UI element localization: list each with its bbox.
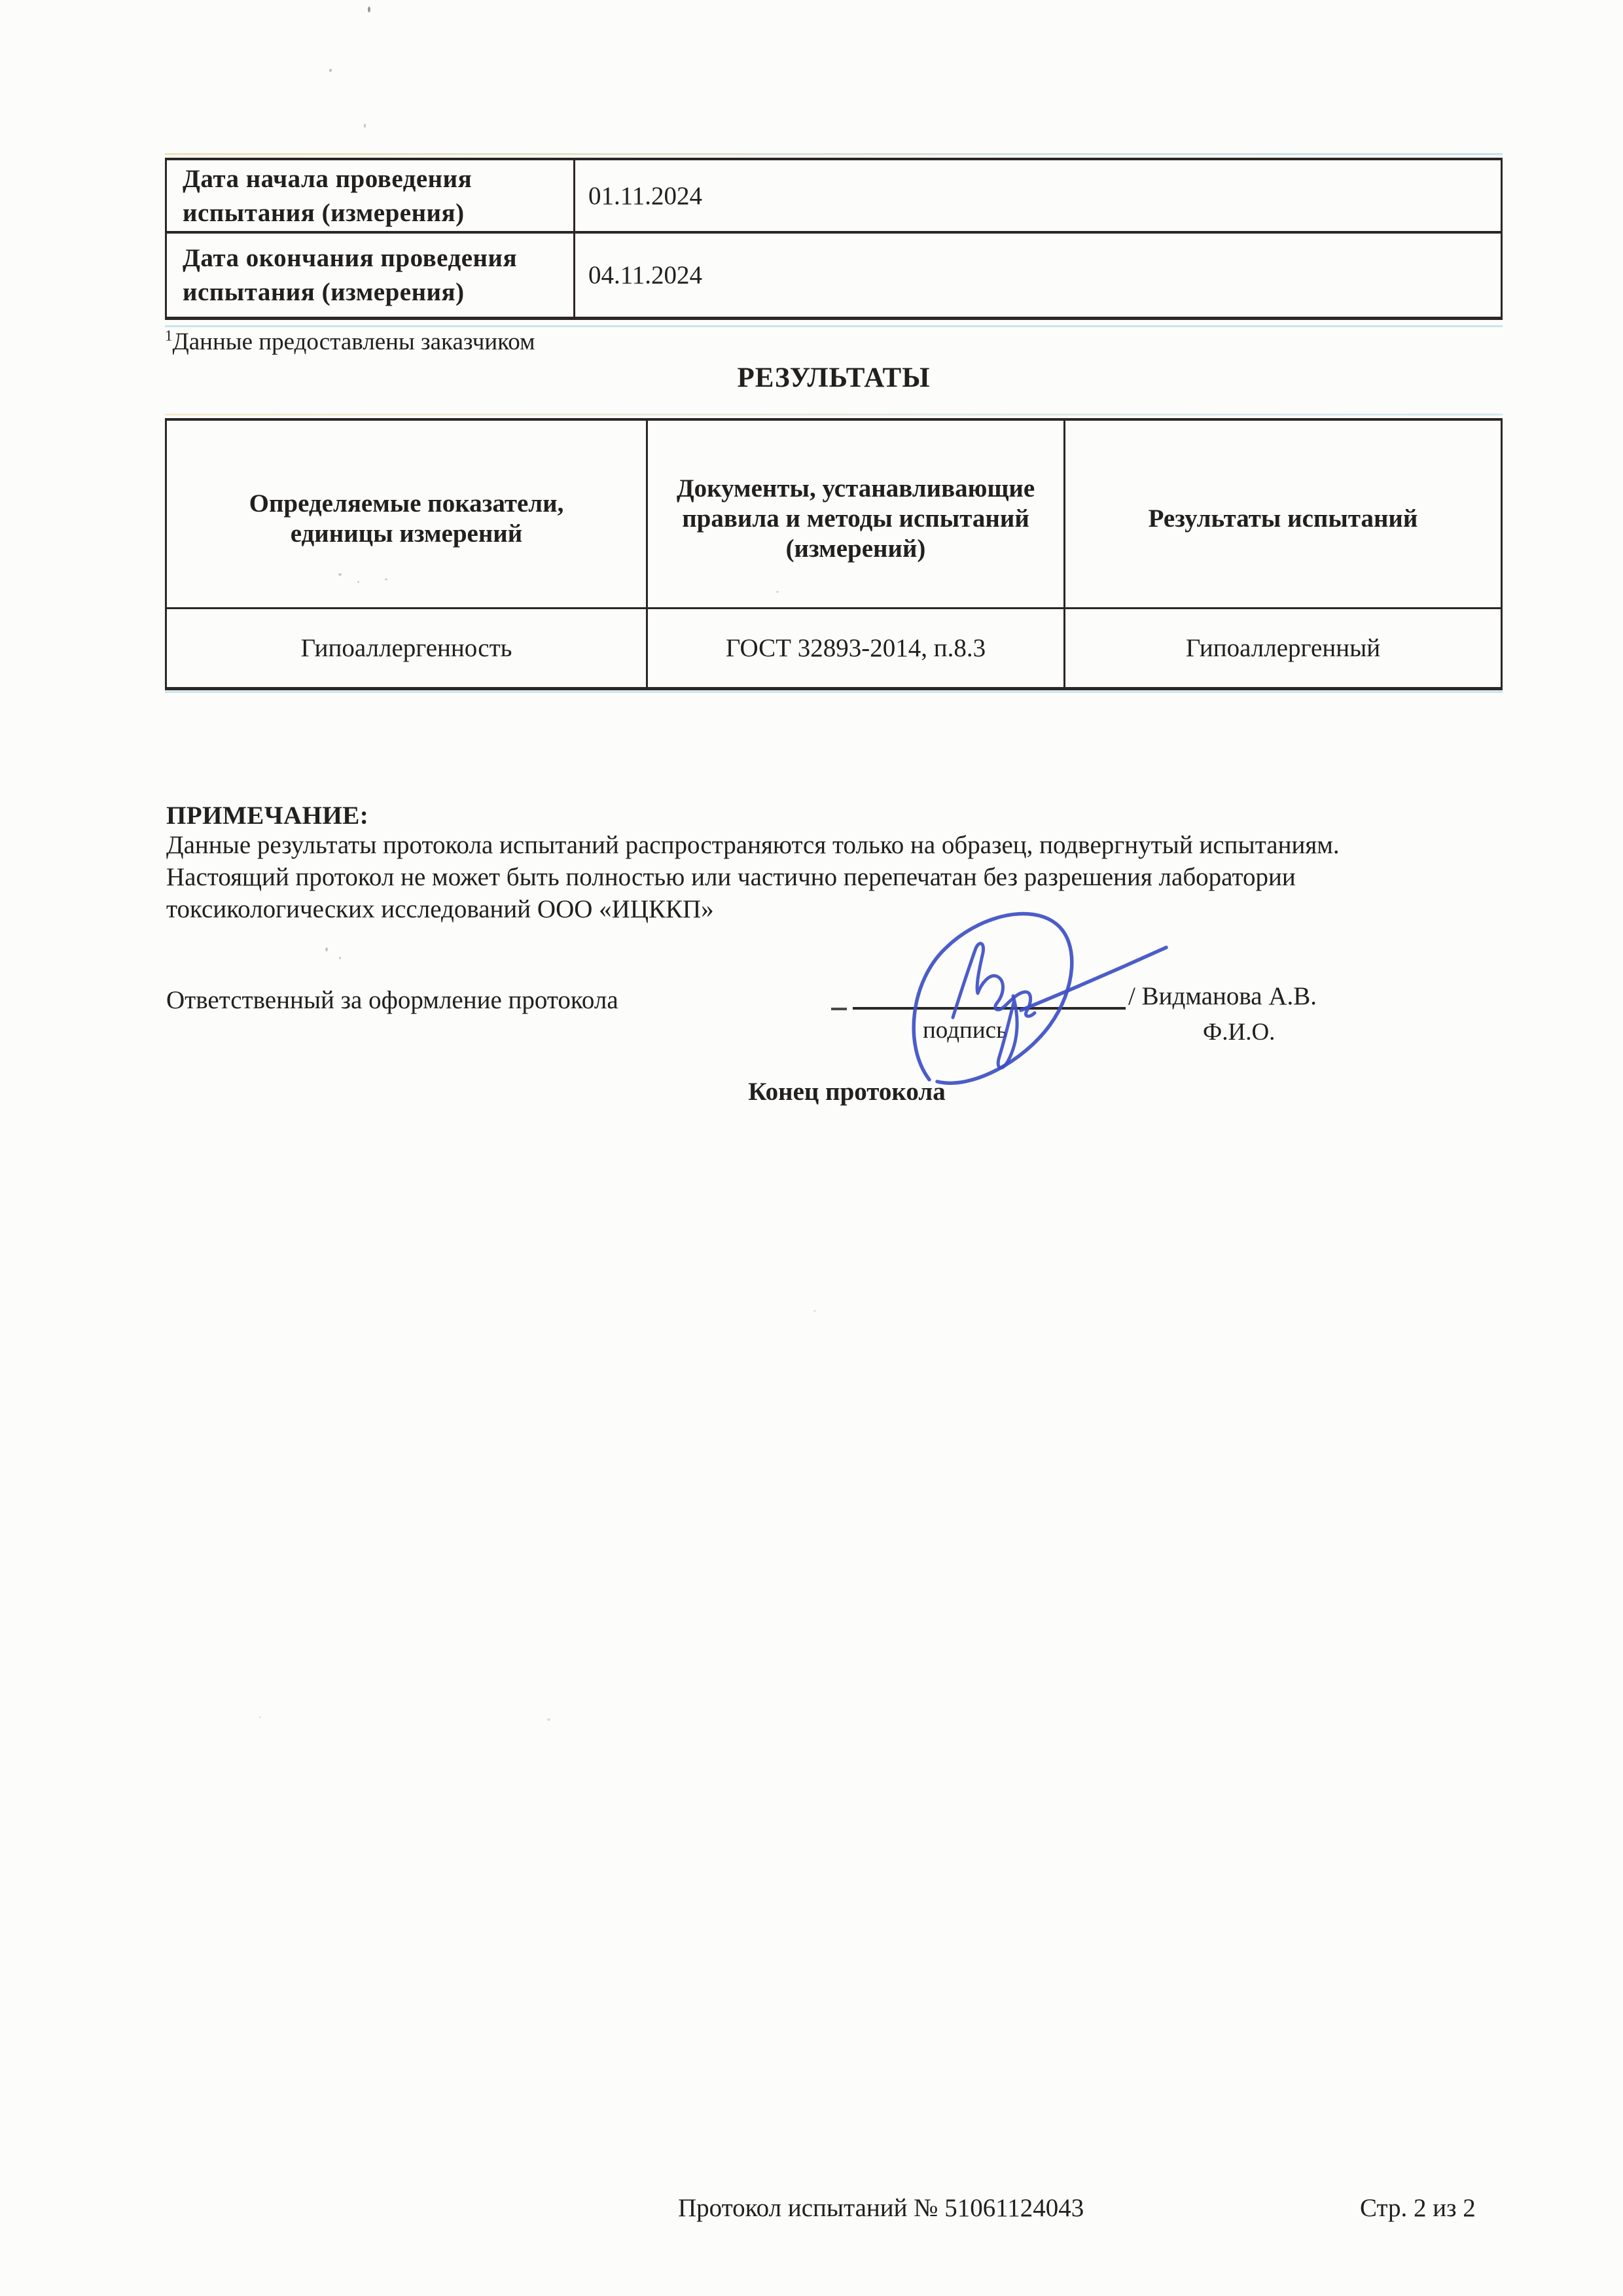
footnote-marker: 1 [165,327,173,344]
scan-speck [364,124,366,128]
date-start-label-line1: Дата начала проведения [183,164,473,193]
date-end-label-line2: испытания (измерения) [183,278,465,306]
date-start-value: 01.11.2024 [588,181,703,210]
date-end-value: 04.11.2024 [588,261,703,289]
date-start-label [167,160,575,231]
header-documents-line2: правила и методы испытаний [682,504,1029,533]
table-row [167,234,1501,317]
header-results [1065,421,1501,607]
handwritten-signature [908,904,1185,1101]
signature-letters [953,944,1035,1017]
header-documents-line1: Документы, устанавливающие [676,474,1035,503]
scan-speck [259,1716,261,1718]
header-documents-line3: (измерений) [785,534,926,563]
header-indicators [167,421,648,607]
note-body [166,829,1482,925]
footnote [165,328,535,356]
note-title: ПРИМЕЧАНИЕ: [166,802,369,830]
scan-speck [547,1718,550,1721]
footer-document-number: Протокол испытаний № 51061124043 [678,2194,1084,2222]
scan-fringe-results-bottom [165,691,1503,693]
footer-page-number: Стр. 2 из 2 [1360,2194,1476,2222]
scan-speck [339,957,341,959]
scan-speck [776,591,779,593]
scan-speck [329,69,332,72]
scan-fringe-results-top [165,414,1503,415]
results-table [165,418,1503,690]
table-row [167,160,1501,234]
table-row [167,609,1501,687]
signature-line-dash [831,1008,847,1010]
responsible-label: Ответственный за оформление протокола [166,986,618,1014]
results-table-header-row [167,421,1501,609]
header-documents [648,421,1065,607]
cell-result: Гипоаллергенный [1185,634,1381,662]
scan-speck [813,1310,816,1312]
test-dates-table [165,158,1503,320]
name-caption: Ф.И.О. [1203,1019,1275,1046]
date-end-label-line1: Дата окончания проведения [183,244,518,272]
scan-speck [357,581,359,583]
header-indicators-line1: Определяемые показатели, [249,489,564,518]
note-line: Данные результаты протокола испытаний распространяются только на образец, подвергнутый испытаниям. [166,831,1340,859]
scan-speck [368,7,370,12]
header-results-line1: Результаты испытаний [1148,504,1418,533]
note-line: токсикологических исследований ООО «ИЦККП» [166,895,714,923]
scan-speck [385,578,387,580]
responsible-name: / Видманова А.В. [1128,982,1317,1010]
cell-indicator: Гипоаллергенность [167,609,648,687]
scan-fringe-top [165,153,1503,155]
scan-speck [325,947,328,951]
signature-descender [998,996,1017,1068]
footnote-text: Данные предоставлены заказчиком [172,328,535,355]
date-end-label [167,234,575,317]
note-line: Настоящий протокол не может быть полностью или частично перепечатан без разрешения лаборатории [166,863,1296,891]
scan-fringe-dates-bottom [165,325,1503,327]
scan-speck [338,573,342,576]
header-indicators-line2: единицы измерений [290,519,523,548]
results-section-title: РЕЗУЛЬТАТЫ [737,362,931,393]
cell-method: ГОСТ 32893-2014, п.8.3 [648,609,1065,687]
end-of-protocol: Конец протокола [748,1078,946,1106]
signature-caption: подпись [923,1017,1007,1044]
date-start-label-line2: испытания (измерения) [183,198,465,227]
signature-flourish [1021,947,1166,1010]
